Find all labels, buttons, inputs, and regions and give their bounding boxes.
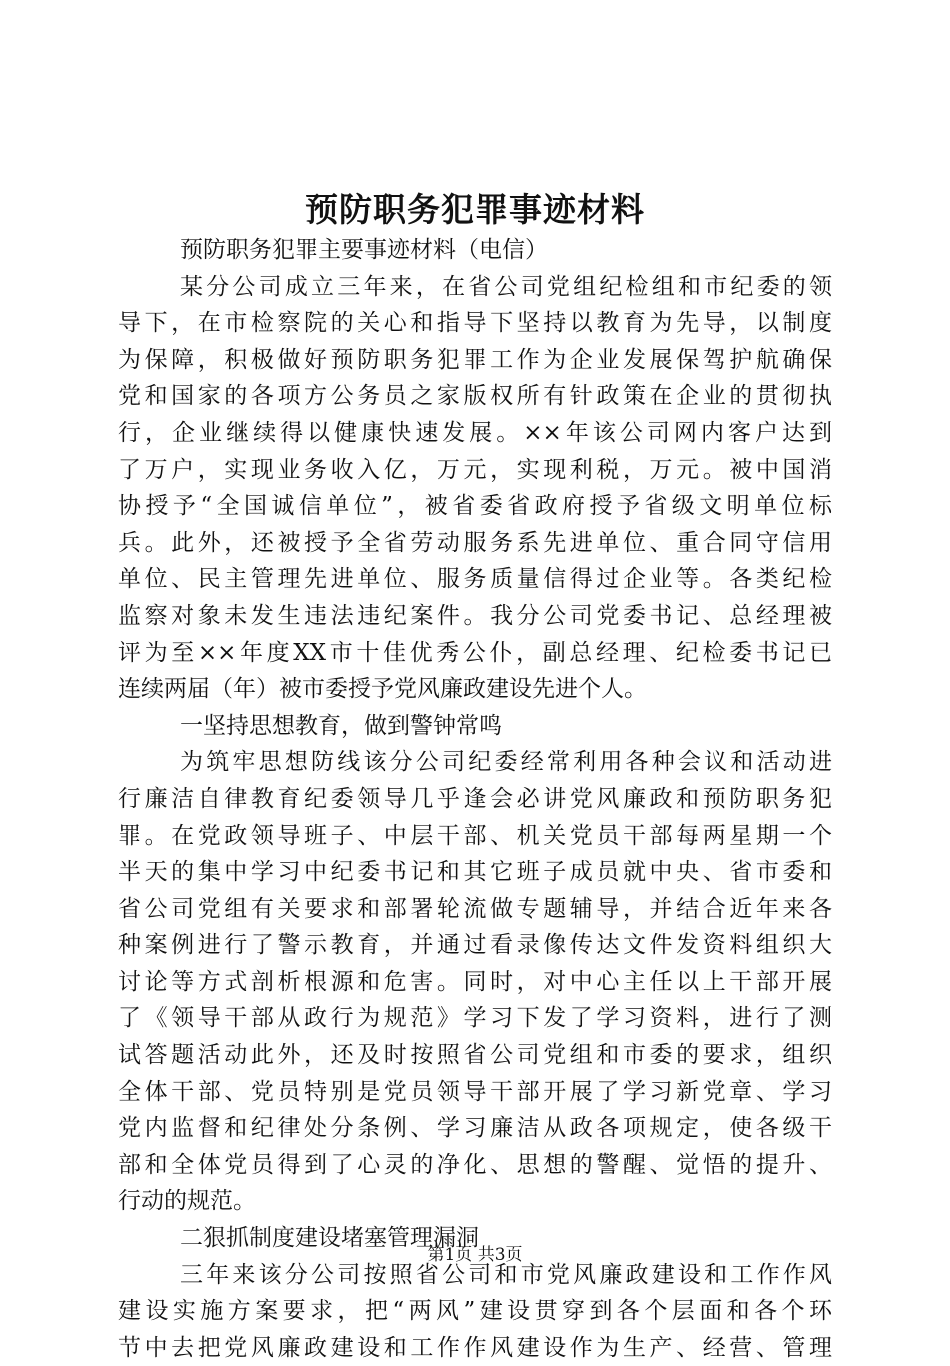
text-line: 部和全体党员得到了心灵的净化、思想的警醒、觉悟的提升、 <box>118 1151 832 1178</box>
text-line: 罪。在党政领导班子、中层干部、机关党员干部每两星期一个 <box>118 822 832 849</box>
text-line: 兵。此外，还被授予全省劳动服务系先进单位、重合同守信用 <box>118 529 832 556</box>
text-line: 试答题活动此外，还及时按照省公司党组和市委的要求，组织 <box>118 1042 832 1069</box>
text-line: 导下，在市检察院的关心和指导下坚持以教育为先导，以制度 <box>118 310 832 337</box>
document-body <box>118 232 832 1366</box>
text-line: 三年来该分公司按照省公司和市党风廉政建设和工作作风 <box>180 1261 832 1288</box>
text-line: 了万户，实现业务收入亿，万元，实现利税，万元。被中国消 <box>118 456 832 483</box>
text-line: 了《领导干部从政行为规范》学习下发了学习资料，进行了测 <box>118 1005 832 1032</box>
text-line: 建设实施方案要求，把“两风”建设贯穿到各个层面和各个环 <box>118 1298 832 1325</box>
text-line: 半天的集中学习中纪委书记和其它班子成员就中央、省市委和 <box>118 859 832 886</box>
text-line: 评为至××年度XX市十佳优秀公仆，副总经理、纪检委书记已 <box>118 639 832 666</box>
text-line: 行，企业继续得以健康快速发展。××年该公司网内客户达到 <box>118 419 832 446</box>
text-line: 行廉洁自律教育纪委领导几乎逢会必讲党风廉政和预防职务犯 <box>118 785 832 812</box>
text-line: 为筑牢思想防线该分公司纪委经常利用各种会议和活动进 <box>180 749 832 776</box>
page-footer: 第1页 共3页 <box>427 1245 523 1265</box>
text-line: 为保障，积极做好预防职务犯罪工作为企业发展保驾护航确保 <box>118 346 832 373</box>
document-title: 预防职务犯罪事迹材料 <box>305 190 645 229</box>
text-line: 一坚持思想教育，做到警钟常鸣 <box>180 712 502 739</box>
text-line: 协授予“全国诚信单位”，被省委省政府授予省级文明单位标 <box>118 493 832 520</box>
text-line: 监察对象未发生违法违纪案件。我分公司党委书记、总经理被 <box>118 602 832 629</box>
text-line: 全体干部、党员特别是党员领导干部开展了学习新党章、学习 <box>118 1078 832 1105</box>
text-line: 某分公司成立三年来，在省公司党组纪检组和市纪委的领 <box>180 273 832 300</box>
text-line: 单位、民主管理先进单位、服务质量信得过企业等。各类纪检 <box>118 566 832 593</box>
text-line: 连续两届（年）被市委授予党风廉政建设先进个人。 <box>118 676 647 703</box>
text-line: 节中去把党风廉政建设和工作作风建设作为生产、经营、管理 <box>118 1334 832 1361</box>
text-line: 讨论等方式剖析根源和危害。同时，对中心主任以上干部开展 <box>118 968 832 995</box>
text-line: 行动的规范。 <box>118 1188 256 1215</box>
text-line: 预防职务犯罪主要事迹材料（电信） <box>180 237 548 263</box>
text-line: 党内监督和纪律处分条例、学习廉洁从政各项规定，使各级干 <box>118 1115 832 1142</box>
text-line: 党和国家的各项方公务员之家版权所有针政策在企业的贯彻执 <box>118 383 832 410</box>
text-line: 二狠抓制度建设堵塞管理漏洞 <box>180 1225 479 1252</box>
text-line: 种案例进行了警示教育，并通过看录像传达文件发资料组织大 <box>118 932 832 959</box>
text-line: 省公司党组有关要求和部署轮流做专题辅导，并结合近年来各 <box>118 895 832 922</box>
